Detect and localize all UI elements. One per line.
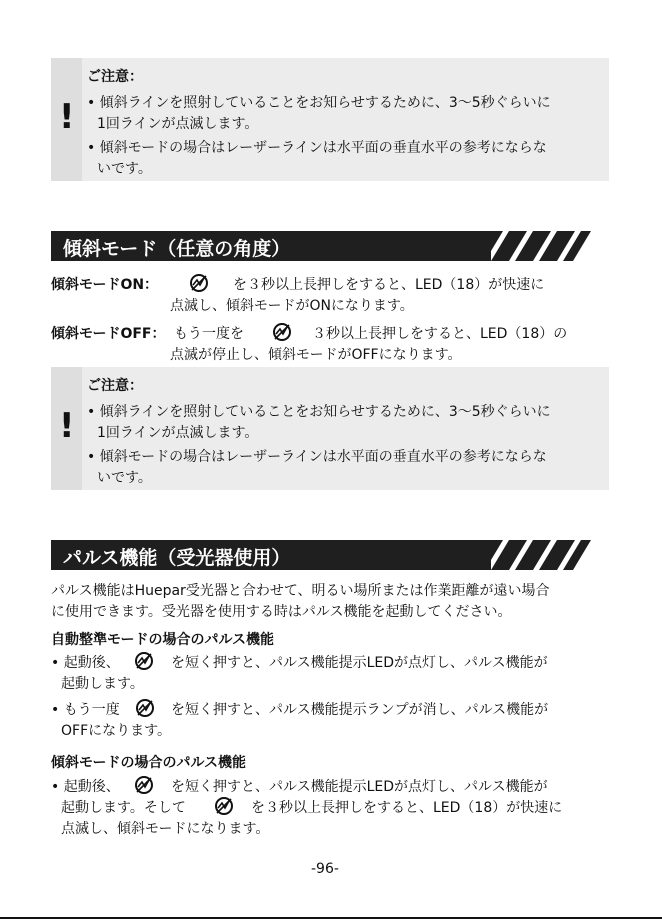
notice-line: • 傾斜ラインを照射していることをお知らせするために、3～5秒ぐらいに	[87, 95, 551, 111]
pulse-intro: パルス機能はHuepar受光器と合わせて、明るい場所または作業距離が遠い場合	[51, 583, 550, 599]
pulse-button-icon	[134, 774, 154, 795]
tilt-off-label: 傾斜モードOFF：	[51, 326, 166, 342]
section-title: 傾斜モード（任意の角度）	[63, 238, 291, 260]
exclamation-icon: !	[59, 97, 75, 137]
page-bottom-rule	[0, 917, 662, 919]
notice-line: いです。	[97, 470, 152, 486]
bullet-text: 点滅し、傾斜モードになります。	[61, 821, 270, 837]
bullet-text: を短く押すと、パルス機能提示LEDが点灯し、パルス機能が	[171, 655, 548, 671]
notice-line: • 傾斜モードの場合はレーザーラインは水平面の垂直水平の参考にならな	[87, 140, 547, 156]
notice-line: 1回ラインが点滅します。	[97, 116, 259, 132]
tilt-off-text: 点滅が停止し、傾斜モードがOFFになります。	[170, 347, 462, 363]
tilt-on-text: を３秒以上長押しをすると、LED（18）が快速に	[233, 277, 545, 293]
bullet-text: を短く押すと、パルス機能提示LEDが点灯し、パルス機能が	[171, 779, 548, 795]
bullet-text: を短く押すと、パルス機能提示ランプが消し、パルス機能が	[171, 702, 549, 718]
notice-box-1	[51, 58, 609, 181]
section-banner-tilt	[51, 231, 591, 261]
sub-heading-auto: 自動整準モードの場合のパルス機能	[51, 632, 275, 648]
tilt-on-text: 点滅し、傾斜モードがONになります。	[170, 298, 414, 314]
section-banner-pulse	[51, 540, 591, 570]
notice-line: • 傾斜ラインを照射していることをお知らせするために、3～5秒ぐらいに	[87, 404, 551, 420]
pulse-button-icon	[134, 650, 154, 671]
notice-line: 1回ラインが点滅します。	[97, 425, 259, 441]
tilt-off-text: もう一度を	[174, 326, 244, 342]
pulse-button-icon	[214, 795, 234, 816]
section-title: パルス機能（受光器使用）	[63, 547, 291, 569]
bullet-text: • もう一度	[51, 702, 120, 718]
pulse-button-icon	[272, 321, 292, 342]
exclamation-icon: !	[59, 406, 75, 446]
notice-heading: ご注意：	[87, 378, 143, 394]
notice-heading: ご注意：	[87, 69, 143, 85]
pulse-button-icon	[189, 272, 209, 293]
notice-box-2	[51, 367, 609, 490]
page-number: -96-	[311, 861, 339, 877]
tilt-off-text: ３秒以上長押しをすると、LED（18）の	[312, 326, 568, 342]
notice-line: • 傾斜モードの場合はレーザーラインは水平面の垂直水平の参考にならな	[87, 449, 547, 465]
bullet-text: を３秒以上長押しをすると、LED（18）が快速に	[251, 800, 563, 816]
pulse-intro: に使用できます。受光器を使用する時はパルス機能を起動してください。	[51, 604, 512, 620]
sub-heading-tilt: 傾斜モードの場合のパルス機能	[51, 755, 247, 771]
pulse-button-icon	[135, 697, 155, 718]
bullet-text: OFFになります。	[61, 723, 172, 739]
notice-line: いです。	[97, 161, 152, 177]
tilt-on-label: 傾斜モードON：	[51, 277, 159, 293]
bullet-text: • 起動後、	[51, 779, 120, 795]
bullet-text: 起動します。そして	[61, 800, 186, 816]
bullet-text: • 起動後、	[51, 655, 120, 671]
bullet-text: 起動します。	[61, 676, 144, 692]
